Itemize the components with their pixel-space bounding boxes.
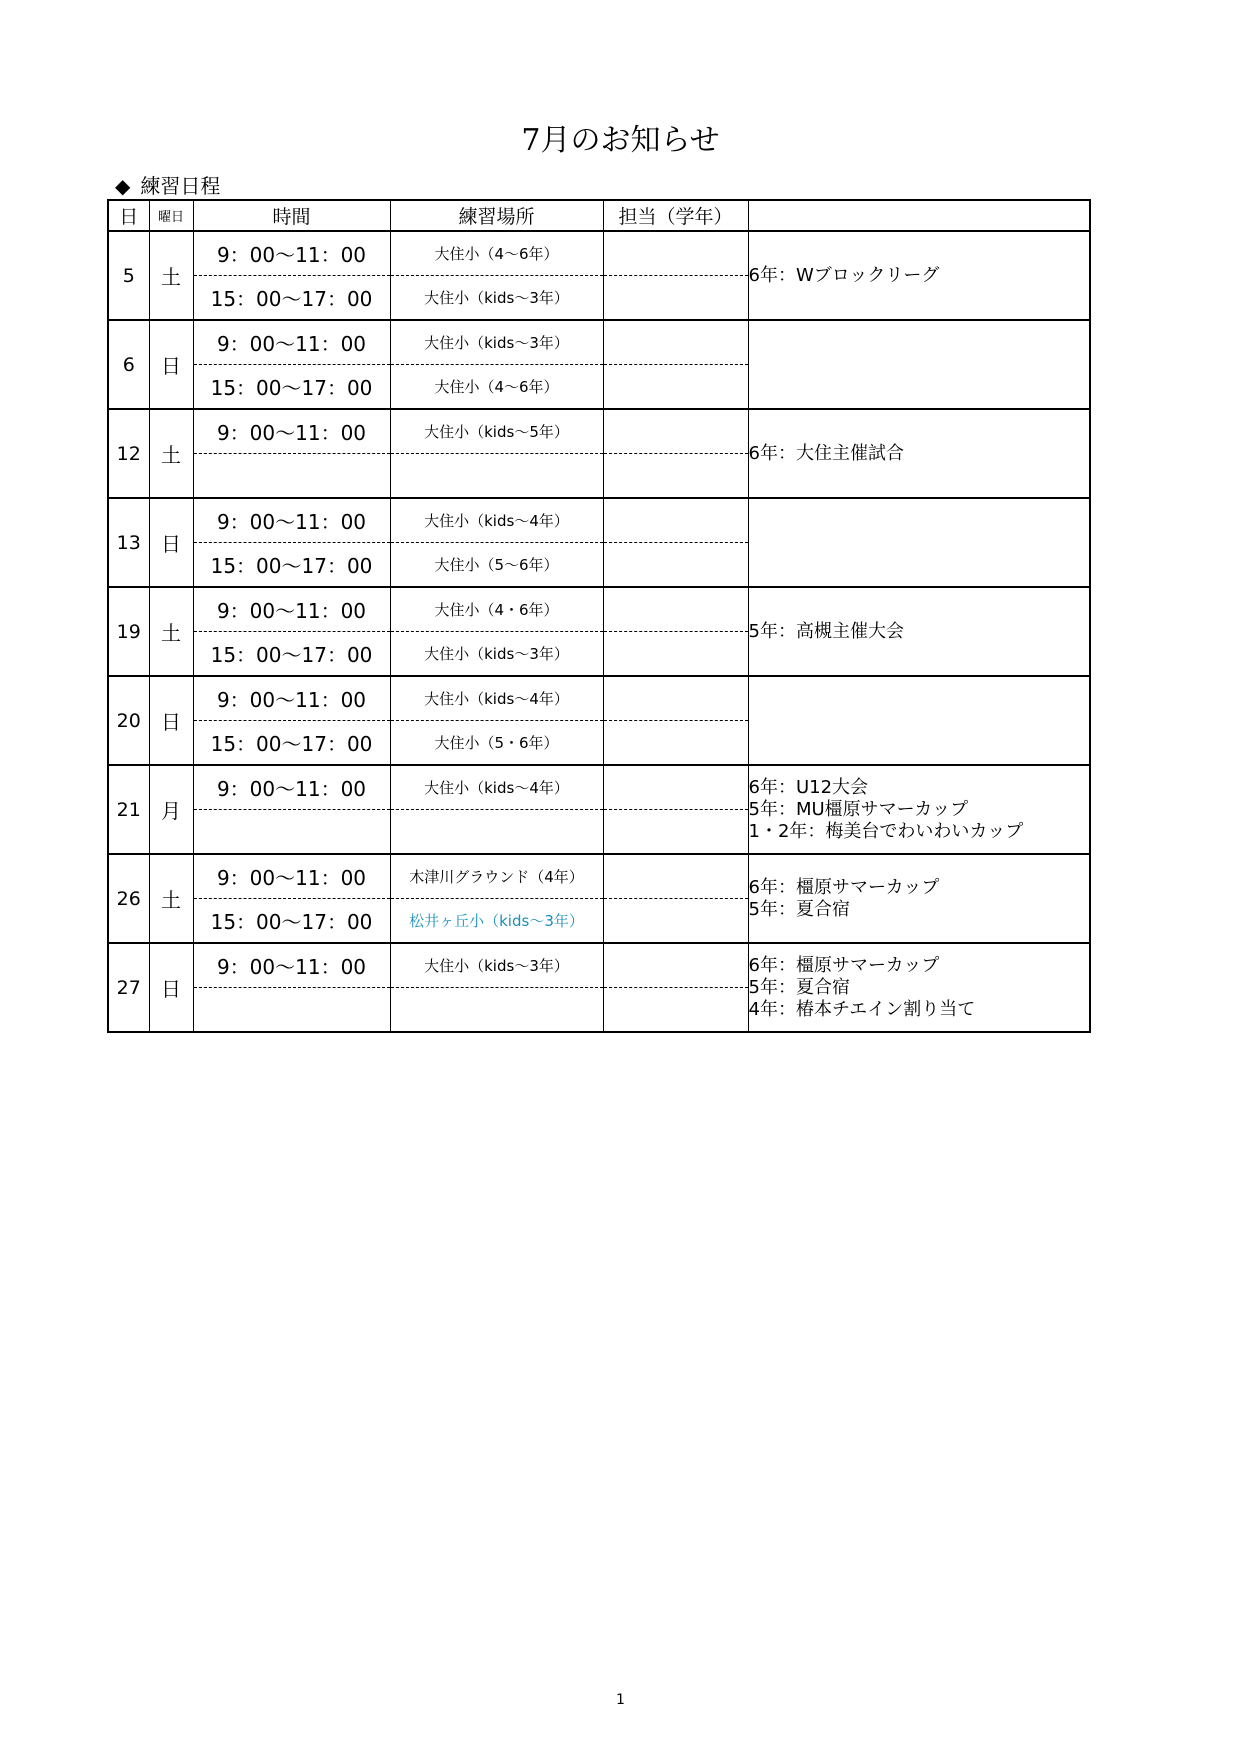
- place-cell: 大住小（kids～3年）: [390, 320, 603, 365]
- note-cell: [748, 765, 1090, 854]
- staff-cell: [603, 231, 748, 276]
- time-cell: 9：00～11：00: [193, 765, 390, 810]
- time-cell: 9：00～11：00: [193, 676, 390, 721]
- place-cell: 大住小（kids～3年）: [390, 276, 603, 321]
- table-row: [108, 320, 1090, 365]
- day-cell: 20: [108, 676, 149, 765]
- page-title: 7月のお知らせ: [521, 123, 720, 158]
- time-cell: 15：00～17：00: [193, 276, 390, 321]
- time-cell: 15：00～17：00: [193, 632, 390, 677]
- day-cell: 26: [108, 854, 149, 943]
- day-cell: 13: [108, 498, 149, 587]
- time-cell: 15：00～17：00: [193, 899, 390, 944]
- place-cell: 大住小（kids～3年）: [390, 632, 603, 677]
- day-cell: 6: [108, 320, 149, 409]
- note-cell: [748, 676, 1090, 765]
- weekday-cell: 日: [149, 498, 193, 587]
- note-line: 6年：大住主催試合: [748, 442, 904, 464]
- note-line: 5年：高槻主催大会: [748, 620, 904, 642]
- staff-cell: [603, 810, 748, 855]
- weekday-cell: 月: [149, 765, 193, 854]
- staff-cell: [603, 276, 748, 321]
- note-cell: [748, 320, 1090, 409]
- note-cell: [748, 943, 1090, 1032]
- place-cell: 大住小（4・6年）: [390, 587, 603, 632]
- staff-cell: [603, 543, 748, 588]
- time-cell: 9：00～11：00: [193, 587, 390, 632]
- weekday-cell: 日: [149, 943, 193, 1032]
- note-line: 5年：夏合宿: [748, 898, 850, 920]
- header-staff: 担当（学年）: [603, 200, 748, 231]
- weekday-cell: 土: [149, 409, 193, 498]
- place-cell: [390, 988, 603, 1033]
- staff-cell: [603, 320, 748, 365]
- place-cell: [390, 454, 603, 499]
- header-place: 練習場所: [390, 200, 603, 231]
- time-cell: 15：00～17：00: [193, 543, 390, 588]
- time-cell: 9：00～11：00: [193, 943, 390, 988]
- place-cell: 大住小（kids～5年）: [390, 409, 603, 454]
- time-cell: [193, 454, 390, 499]
- place-cell: 大住小（kids～4年）: [390, 498, 603, 543]
- staff-cell: [603, 632, 748, 677]
- place-cell: 大住小（4～6年）: [390, 365, 603, 410]
- table-row: [108, 409, 1090, 454]
- weekday-cell: 土: [149, 587, 193, 676]
- time-cell: 9：00～11：00: [193, 320, 390, 365]
- note-cell: [748, 409, 1090, 498]
- staff-cell: [603, 587, 748, 632]
- schedule-body: [108, 231, 1090, 1032]
- section-heading: [115, 174, 220, 198]
- staff-cell: [603, 498, 748, 543]
- day-cell: 5: [108, 231, 149, 320]
- staff-cell: [603, 765, 748, 810]
- staff-cell: [603, 721, 748, 766]
- place-cell: [390, 810, 603, 855]
- note-line: 6年：橿原サマーカップ: [748, 954, 940, 976]
- place-cell: 大住小（kids～3年）: [390, 943, 603, 988]
- day-cell: 21: [108, 765, 149, 854]
- weekday-cell: 土: [149, 231, 193, 320]
- time-cell: [193, 810, 390, 855]
- table-header-row: [108, 200, 1090, 231]
- place-cell: 大住小（5・6年）: [390, 721, 603, 766]
- time-cell: [193, 988, 390, 1033]
- diamond-bullet-icon: ◆: [115, 174, 131, 198]
- note-line: 5年：MU橿原サマーカップ: [748, 798, 969, 820]
- time-cell: 9：00～11：00: [193, 498, 390, 543]
- staff-cell: [603, 676, 748, 721]
- place-cell: 大住小（kids～4年）: [390, 676, 603, 721]
- note-cell: [748, 231, 1090, 320]
- table-row: [108, 498, 1090, 543]
- place-cell: 松井ヶ丘小（kids～3年）: [390, 899, 603, 944]
- staff-cell: [603, 943, 748, 988]
- note-line: 6年：Wブロックリーグ: [748, 264, 940, 286]
- header-time: 時間: [193, 200, 390, 231]
- note-line: 1・2年：梅美台でわいわいカップ: [748, 820, 1024, 842]
- table-row: [108, 676, 1090, 721]
- section-label: 練習日程: [140, 174, 221, 198]
- place-cell: 木津川グラウンド（4年）: [390, 854, 603, 899]
- note-cell: [748, 854, 1090, 943]
- table-row: [108, 587, 1090, 632]
- header-day: 日: [108, 200, 149, 231]
- table-row: [108, 231, 1090, 276]
- time-cell: 15：00～17：00: [193, 365, 390, 410]
- header-weekday: 曜日: [149, 200, 193, 231]
- note-line: 6年：橿原サマーカップ: [748, 876, 940, 898]
- table-row: [108, 943, 1090, 988]
- place-cell: 大住小（kids～4年）: [390, 765, 603, 810]
- day-cell: 27: [108, 943, 149, 1032]
- note-line: 6年：U12大会: [748, 776, 869, 798]
- time-cell: 9：00～11：00: [193, 854, 390, 899]
- weekday-cell: 日: [149, 676, 193, 765]
- staff-cell: [603, 365, 748, 410]
- table-row: [108, 765, 1090, 810]
- note-cell: [748, 587, 1090, 676]
- staff-cell: [603, 454, 748, 499]
- note-line: 5年：夏合宿: [748, 976, 850, 998]
- header-note: [748, 200, 1090, 231]
- staff-cell: [603, 899, 748, 944]
- time-cell: 9：00～11：00: [193, 409, 390, 454]
- place-cell: 大住小（4～6年）: [390, 231, 603, 276]
- staff-cell: [603, 409, 748, 454]
- place-cell: 大住小（5～6年）: [390, 543, 603, 588]
- day-cell: 12: [108, 409, 149, 498]
- weekday-cell: 日: [149, 320, 193, 409]
- day-cell: 19: [108, 587, 149, 676]
- staff-cell: [603, 988, 748, 1033]
- table-row: [108, 854, 1090, 899]
- practice-schedule-table: [107, 199, 1091, 1033]
- page-number: 1: [616, 1692, 625, 1708]
- note-line: 4年：椿本チエイン割り当て: [748, 998, 976, 1020]
- time-cell: 9：00～11：00: [193, 231, 390, 276]
- weekday-cell: 土: [149, 854, 193, 943]
- note-cell: [748, 498, 1090, 587]
- staff-cell: [603, 854, 748, 899]
- time-cell: 15：00～17：00: [193, 721, 390, 766]
